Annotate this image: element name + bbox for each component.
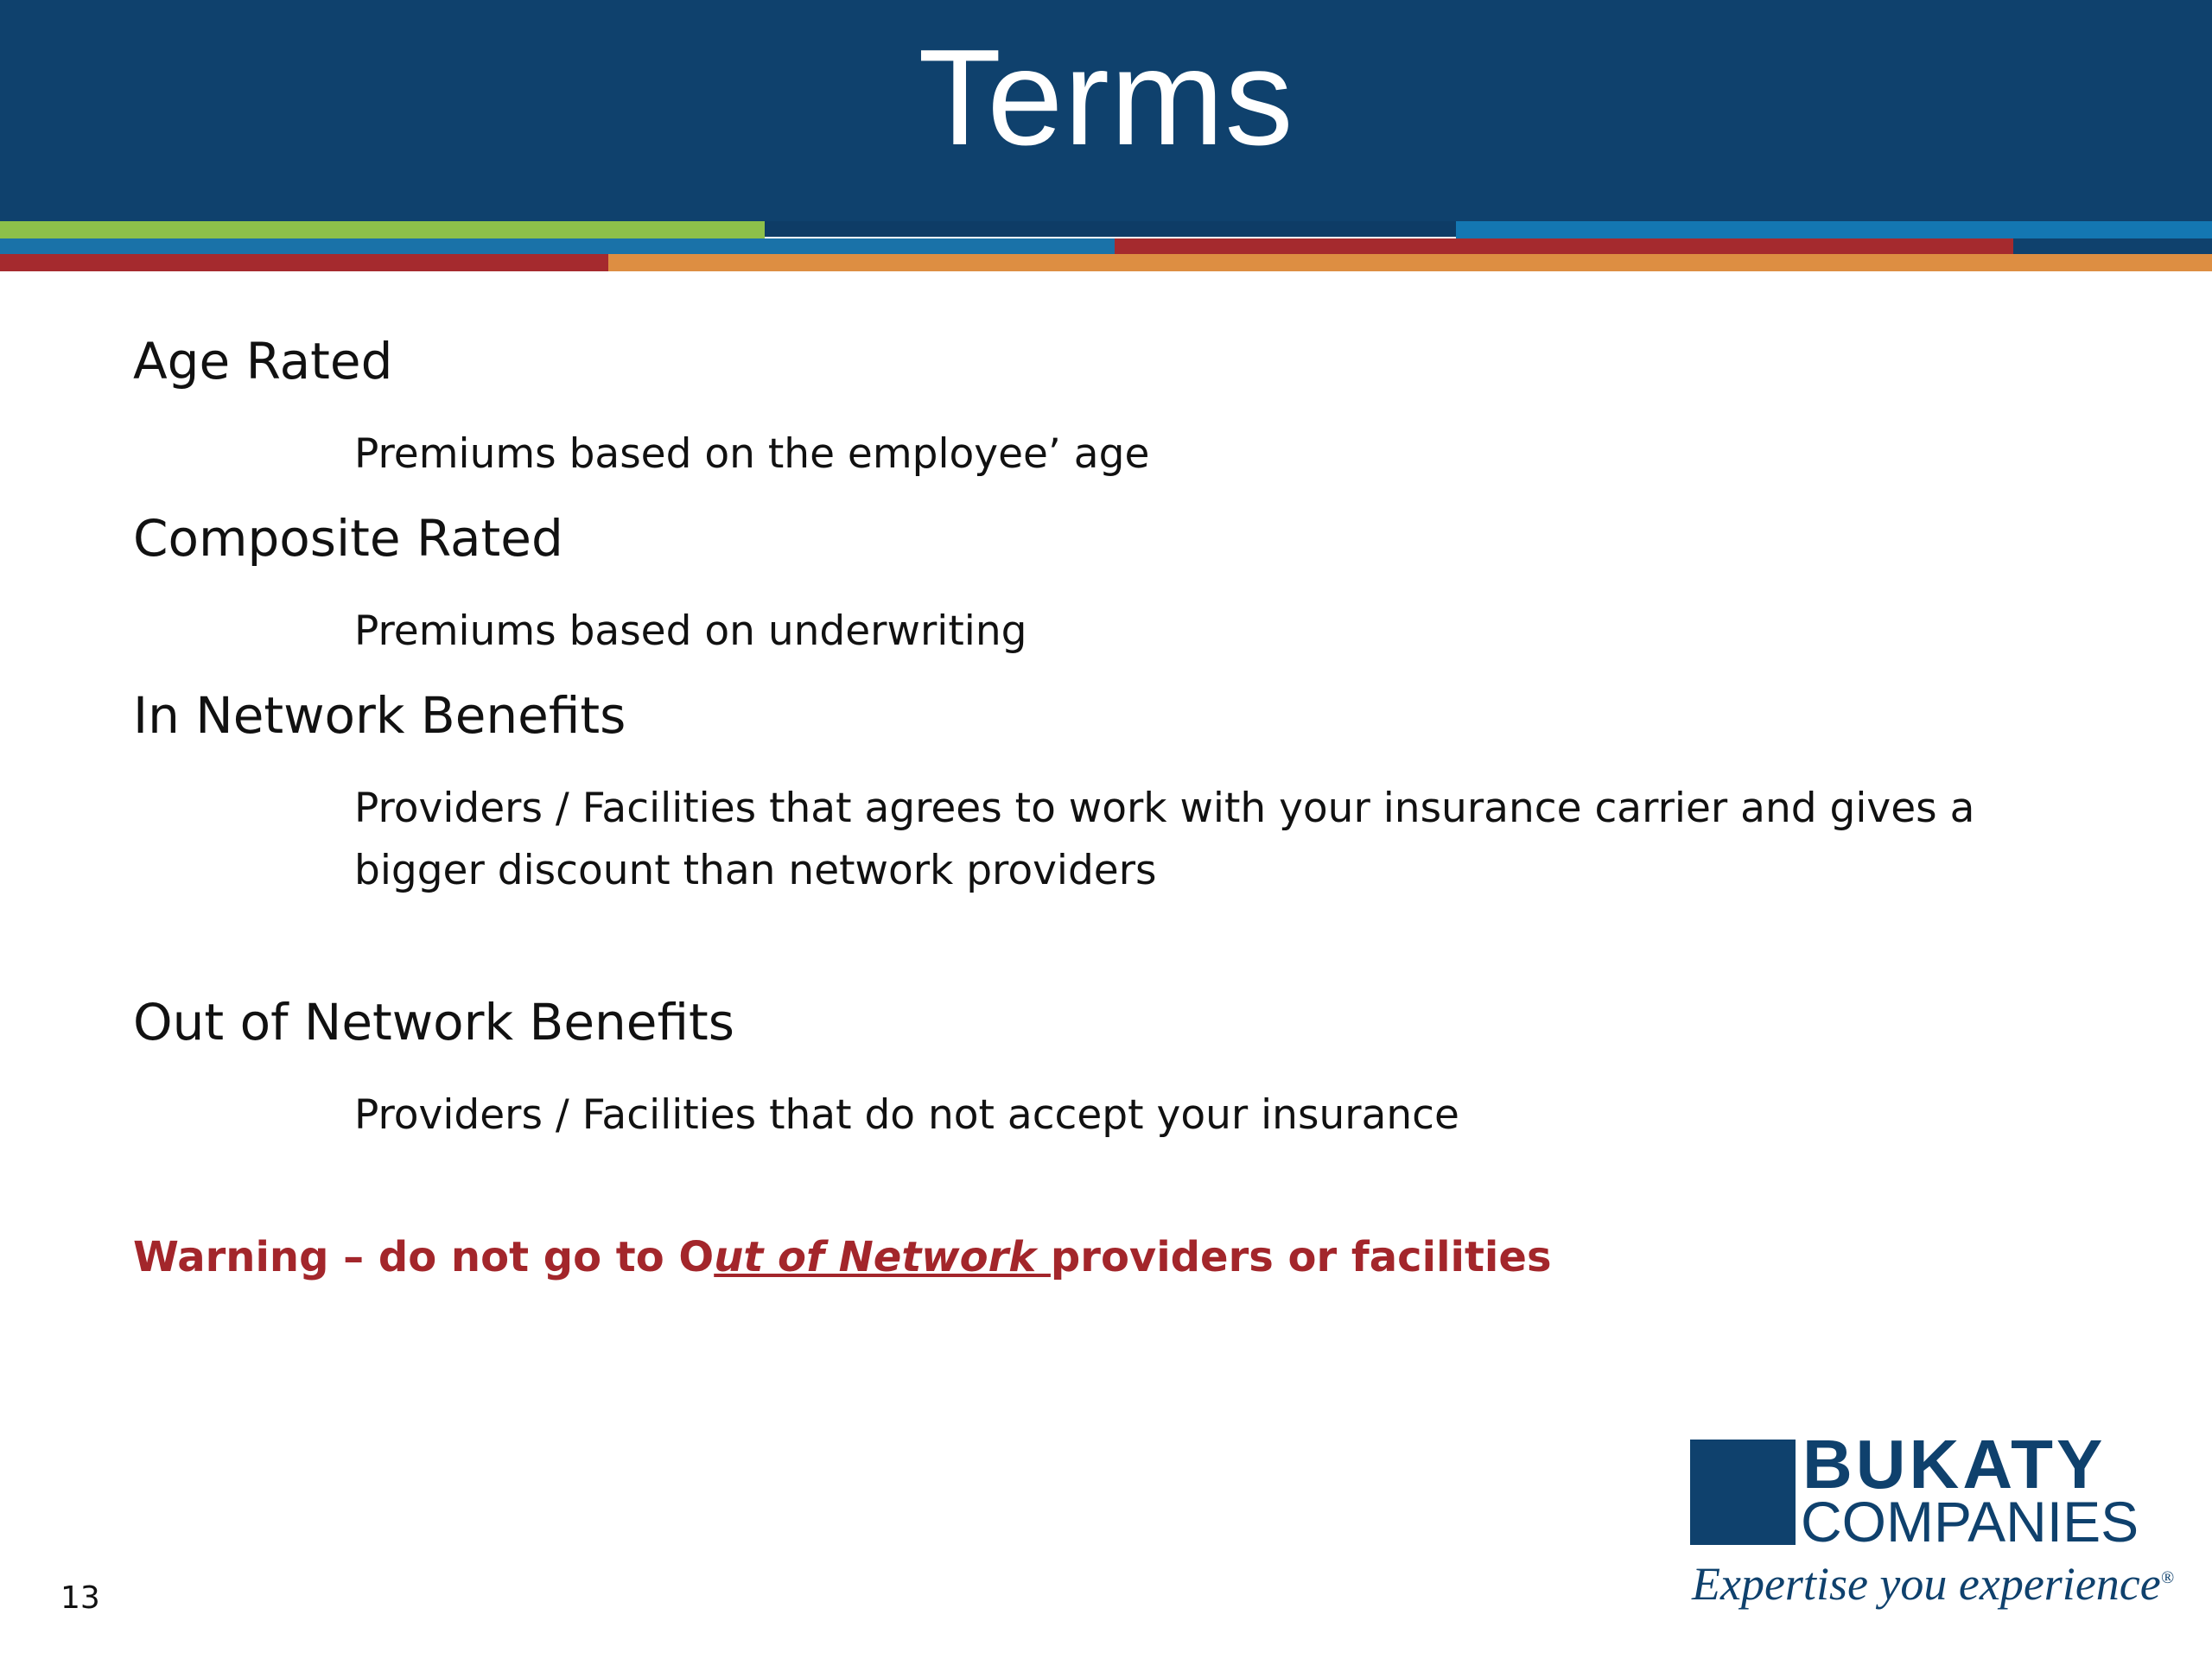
warning-emphasis: ut of Network [714, 1233, 1051, 1281]
term-heading-out-of-network: Out of Network Benefits [133, 993, 734, 1052]
logo-tagline-text: Expertise you experience [1692, 1558, 2161, 1610]
accent-stripe-navy [765, 221, 1456, 237]
term-definition-out-of-network: Providers / Facilities that do not accept your insurance [354, 1091, 1459, 1139]
accent-stripe-green [0, 221, 765, 238]
term-definition-in-network: Providers / Facilities that agrees to work with your insurance carrier and gives a bigger discount than network providers [354, 785, 1975, 894]
page-number: 13 [60, 1580, 100, 1616]
warning-suffix: providers or facilities [1050, 1233, 1552, 1281]
accent-stripe-orange [608, 254, 2212, 271]
registered-mark: ® [2160, 1568, 2174, 1587]
slide-title: Terms [918, 22, 1294, 174]
logo-tagline [1692, 1552, 2174, 1610]
logo-wordmark-companies: COMPANIES [1801, 1490, 2139, 1554]
accent-stripe-red-bottom [0, 254, 608, 271]
title-banner [0, 0, 2212, 221]
logo-wordmark-bukaty: BUKATY [1802, 1426, 2107, 1503]
term-heading-in-network: In Network Benefits [133, 686, 626, 745]
term-heading-age-rated: Age Rated [133, 332, 393, 391]
term-definition-composite-rated: Premiums based on underwriting [354, 607, 1027, 655]
warning-note [133, 1227, 1552, 1287]
logo-square-mark [1690, 1440, 1796, 1545]
term-heading-composite-rated: Composite Rated [133, 509, 563, 568]
company-logo [1690, 1426, 2174, 1611]
accent-stripe-navy-end [2013, 238, 2212, 254]
warning-prefix: Warning – do not go to O [133, 1233, 715, 1281]
accent-stripe-blue [1456, 221, 2212, 238]
accent-stripe-red [1115, 238, 2013, 254]
term-definition-age-rated: Premiums based on the employee’ age [354, 430, 1150, 478]
